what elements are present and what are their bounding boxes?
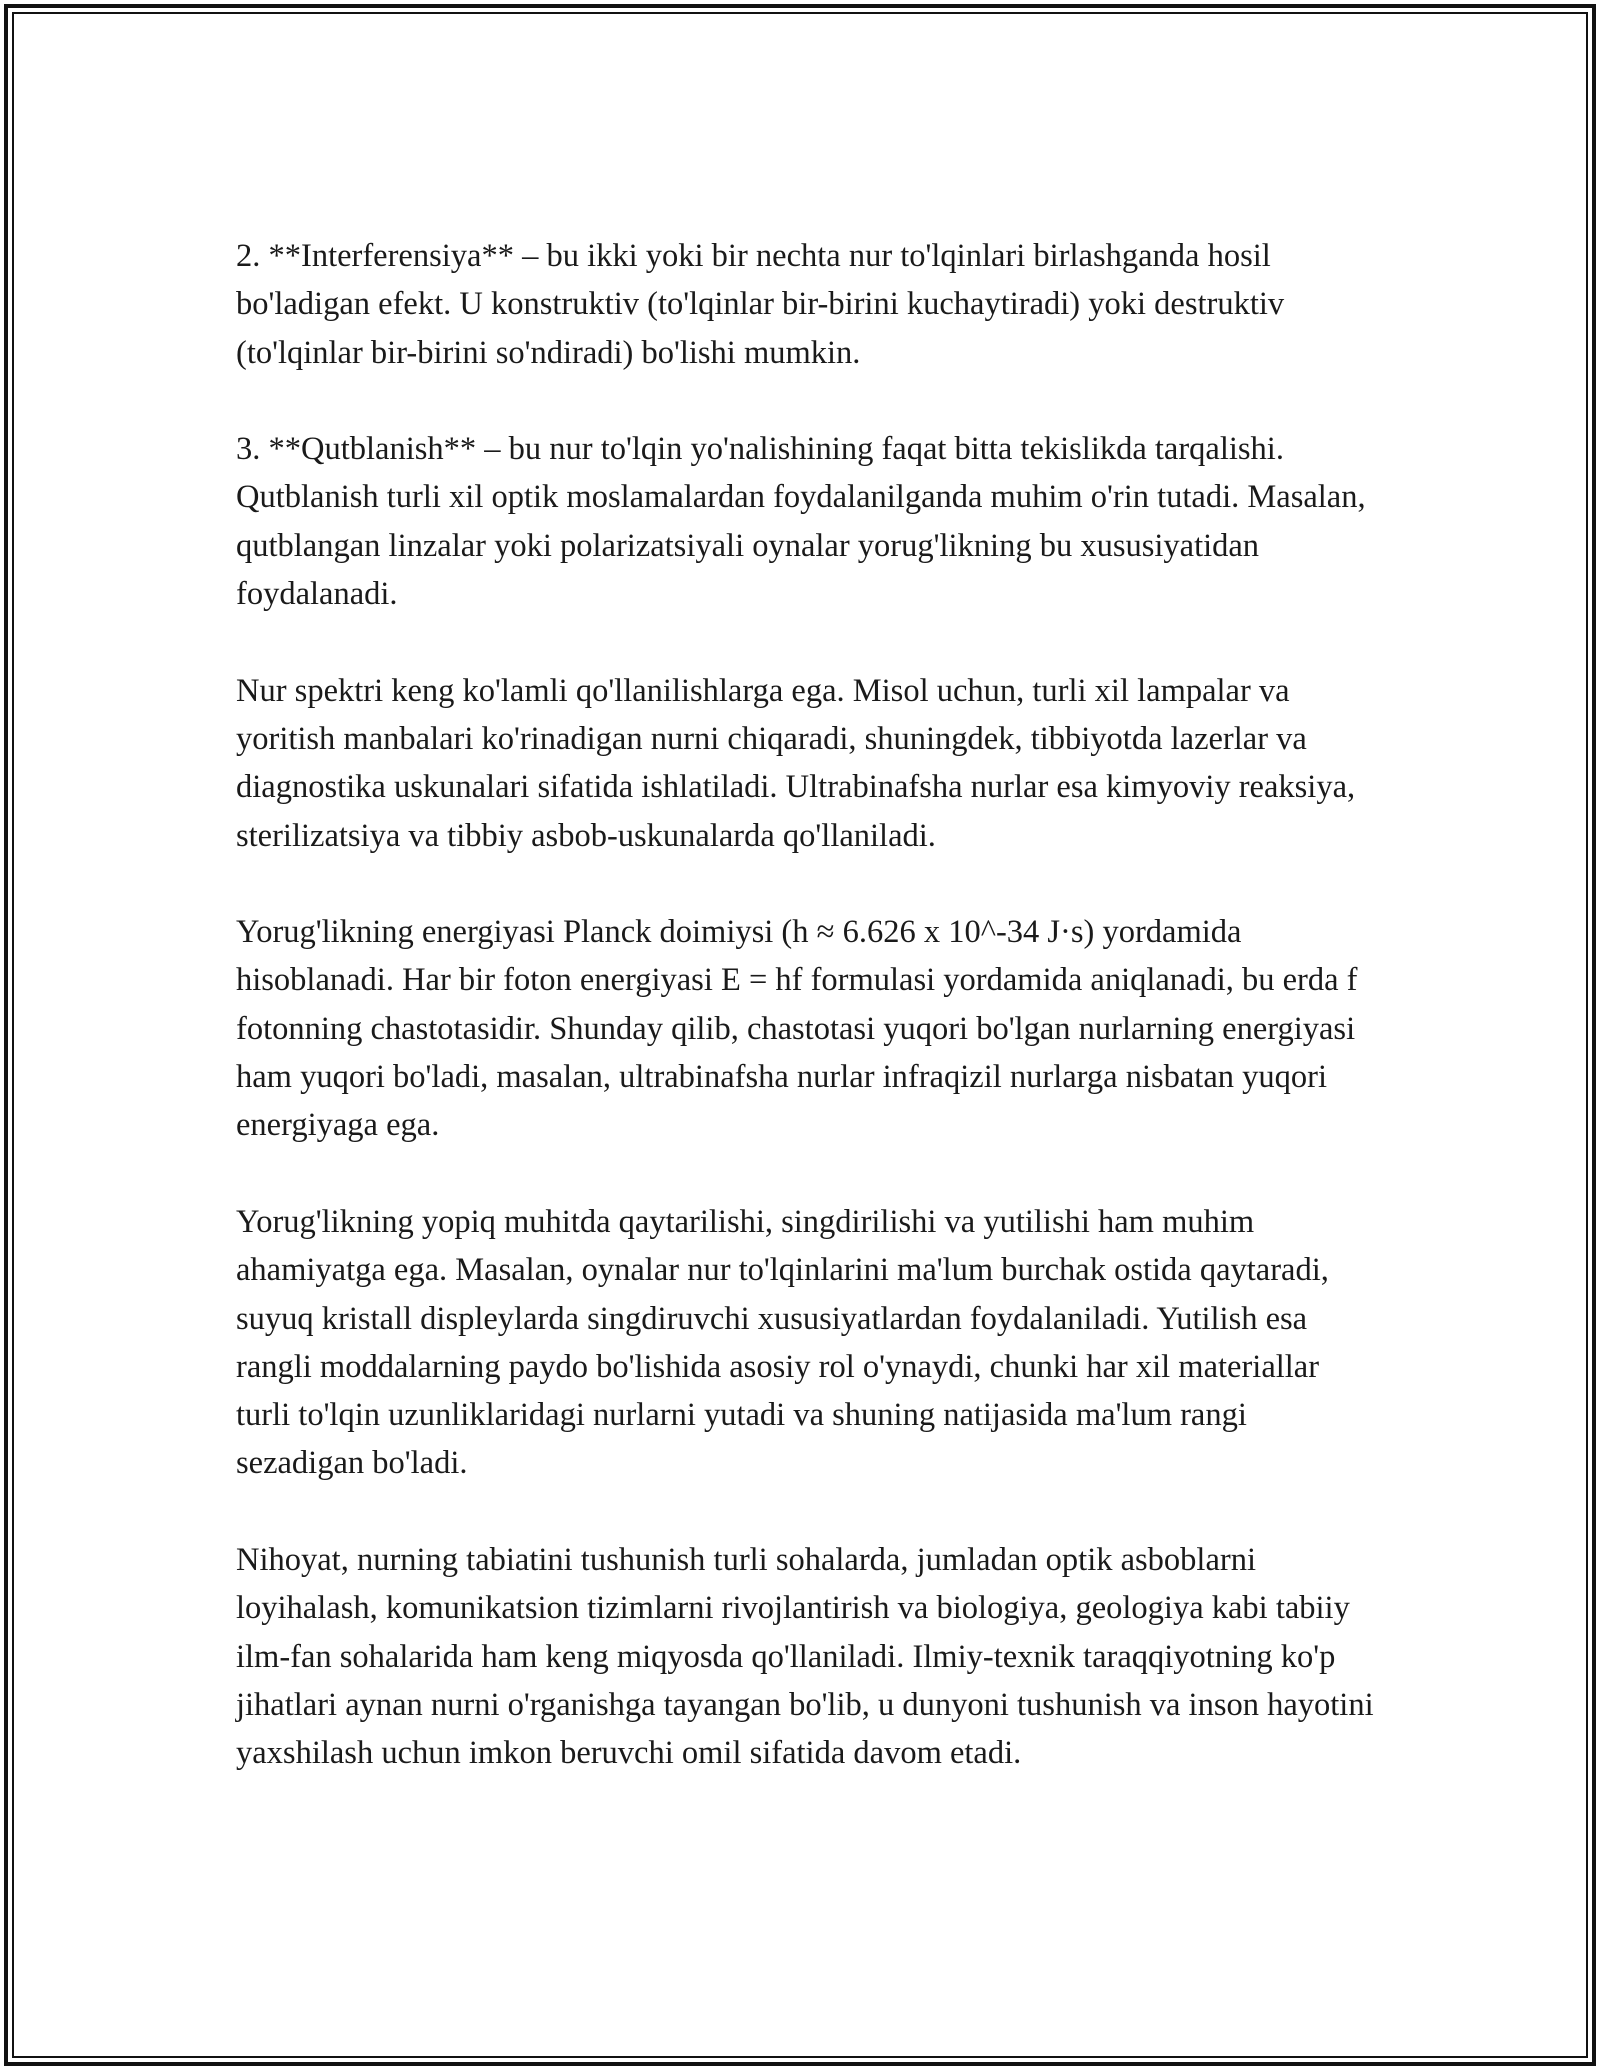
paragraph-nihoyat: Nihoyat, nurning tabiatini tushunish turli sohalarda, jumladan optik asboblarni loyihalash, komunikatsion tizimlarni rivojlantirish va biologiya, geologiya kabi tabiiy ilm-fan sohalarida ham keng miqyosda qo'llaniladi. Ilmiy-texnik taraqqiyotning ko'p jihatlari aynan nurni o'rganishga tayangan bo'lib, u dunyoni tushunish va inson hayotini yaxshilash uchun imkon beruvchi omil sifatida davom etadi. bbox=[236, 1542, 1374, 1772]
paragraph-qutblanish: 3. **Qutblanish** – bu nur to'lqin yo'nalishining faqat bitta tekislikda tarqalishi. Qutblanish turli xil optik moslamalardan foydalanilganda muhim o'rin tutadi. Masalan, qutblangan linzalar yoki polarizatsiyali oynalar yorug'likning bu xususiyatidan foydalanadi. bbox=[236, 431, 1366, 613]
paragraph-energiya: Yorug'likning energiyasi Planck doimiysi (h ≈ 6.626 x 10^-34 J·s) yordamida hisoblanadi. Har bir foton energiyasi E = hf formulasi yordamida aniqlanadi, bu erda f fotonning chastotasidir. Shunday qilib, chastotasi yuqori bo'lgan nurlarning energiyasi ham yuqori bo'ladi, masalan, ultrabinafsha nurlar infraqizil nurlarga nisbatan yuqori energiyaga ega. bbox=[236, 914, 1358, 1144]
paragraph-qaytarilish: Yorug'likning yopiq muhitda qaytarilishi, singdirilishi va yutilishi ham muhim ahamiyatga ega. Masalan, oynalar nur to'lqinlarini ma'lum burchak ostida qaytaradi, suyuq kristall displeylarda singdiruvchi xususiyatlardan foydalaniladi. Yutilish esa rangli moddalarning paydo bo'lishida asosiy rol o'ynaydi, chunki har xil materiallar turli to'lqin uzunliklaridagi nurlarni yutadi va shuning natijasida ma'lum rangi sezadigan bo'ladi. bbox=[236, 1203, 1329, 1482]
paragraph-interferensiya: 2. **Interferensiya** – bu ikki yoki bir nechta nur to'lqinlari birlashganda hosil bo'ladigan efekt. U konstruktiv (to'lqinlar bir-birini kuchaytiradi) yoki destruktiv (to'lqinlar bir-birini so'ndiradi) bo'lishi mumkin. bbox=[236, 238, 1285, 371]
document-body bbox=[236, 232, 1376, 1778]
paragraph-nur-spektri: Nur spektri keng ko'lamli qo'llanilishlarga ega. Misol uchun, turli xil lampalar va yoritish manbalari ko'rinadigan nurni chiqaradi, shuningdek, tibbiyotda lazerlar va diagnostika uskunalari sifatida ishlatiladi. Ultrabinafsha nurlar esa kimyoviy reaksiya, sterilizatsiya va tibbiy asbob-uskunalarda qo'llaniladi. bbox=[236, 672, 1356, 854]
